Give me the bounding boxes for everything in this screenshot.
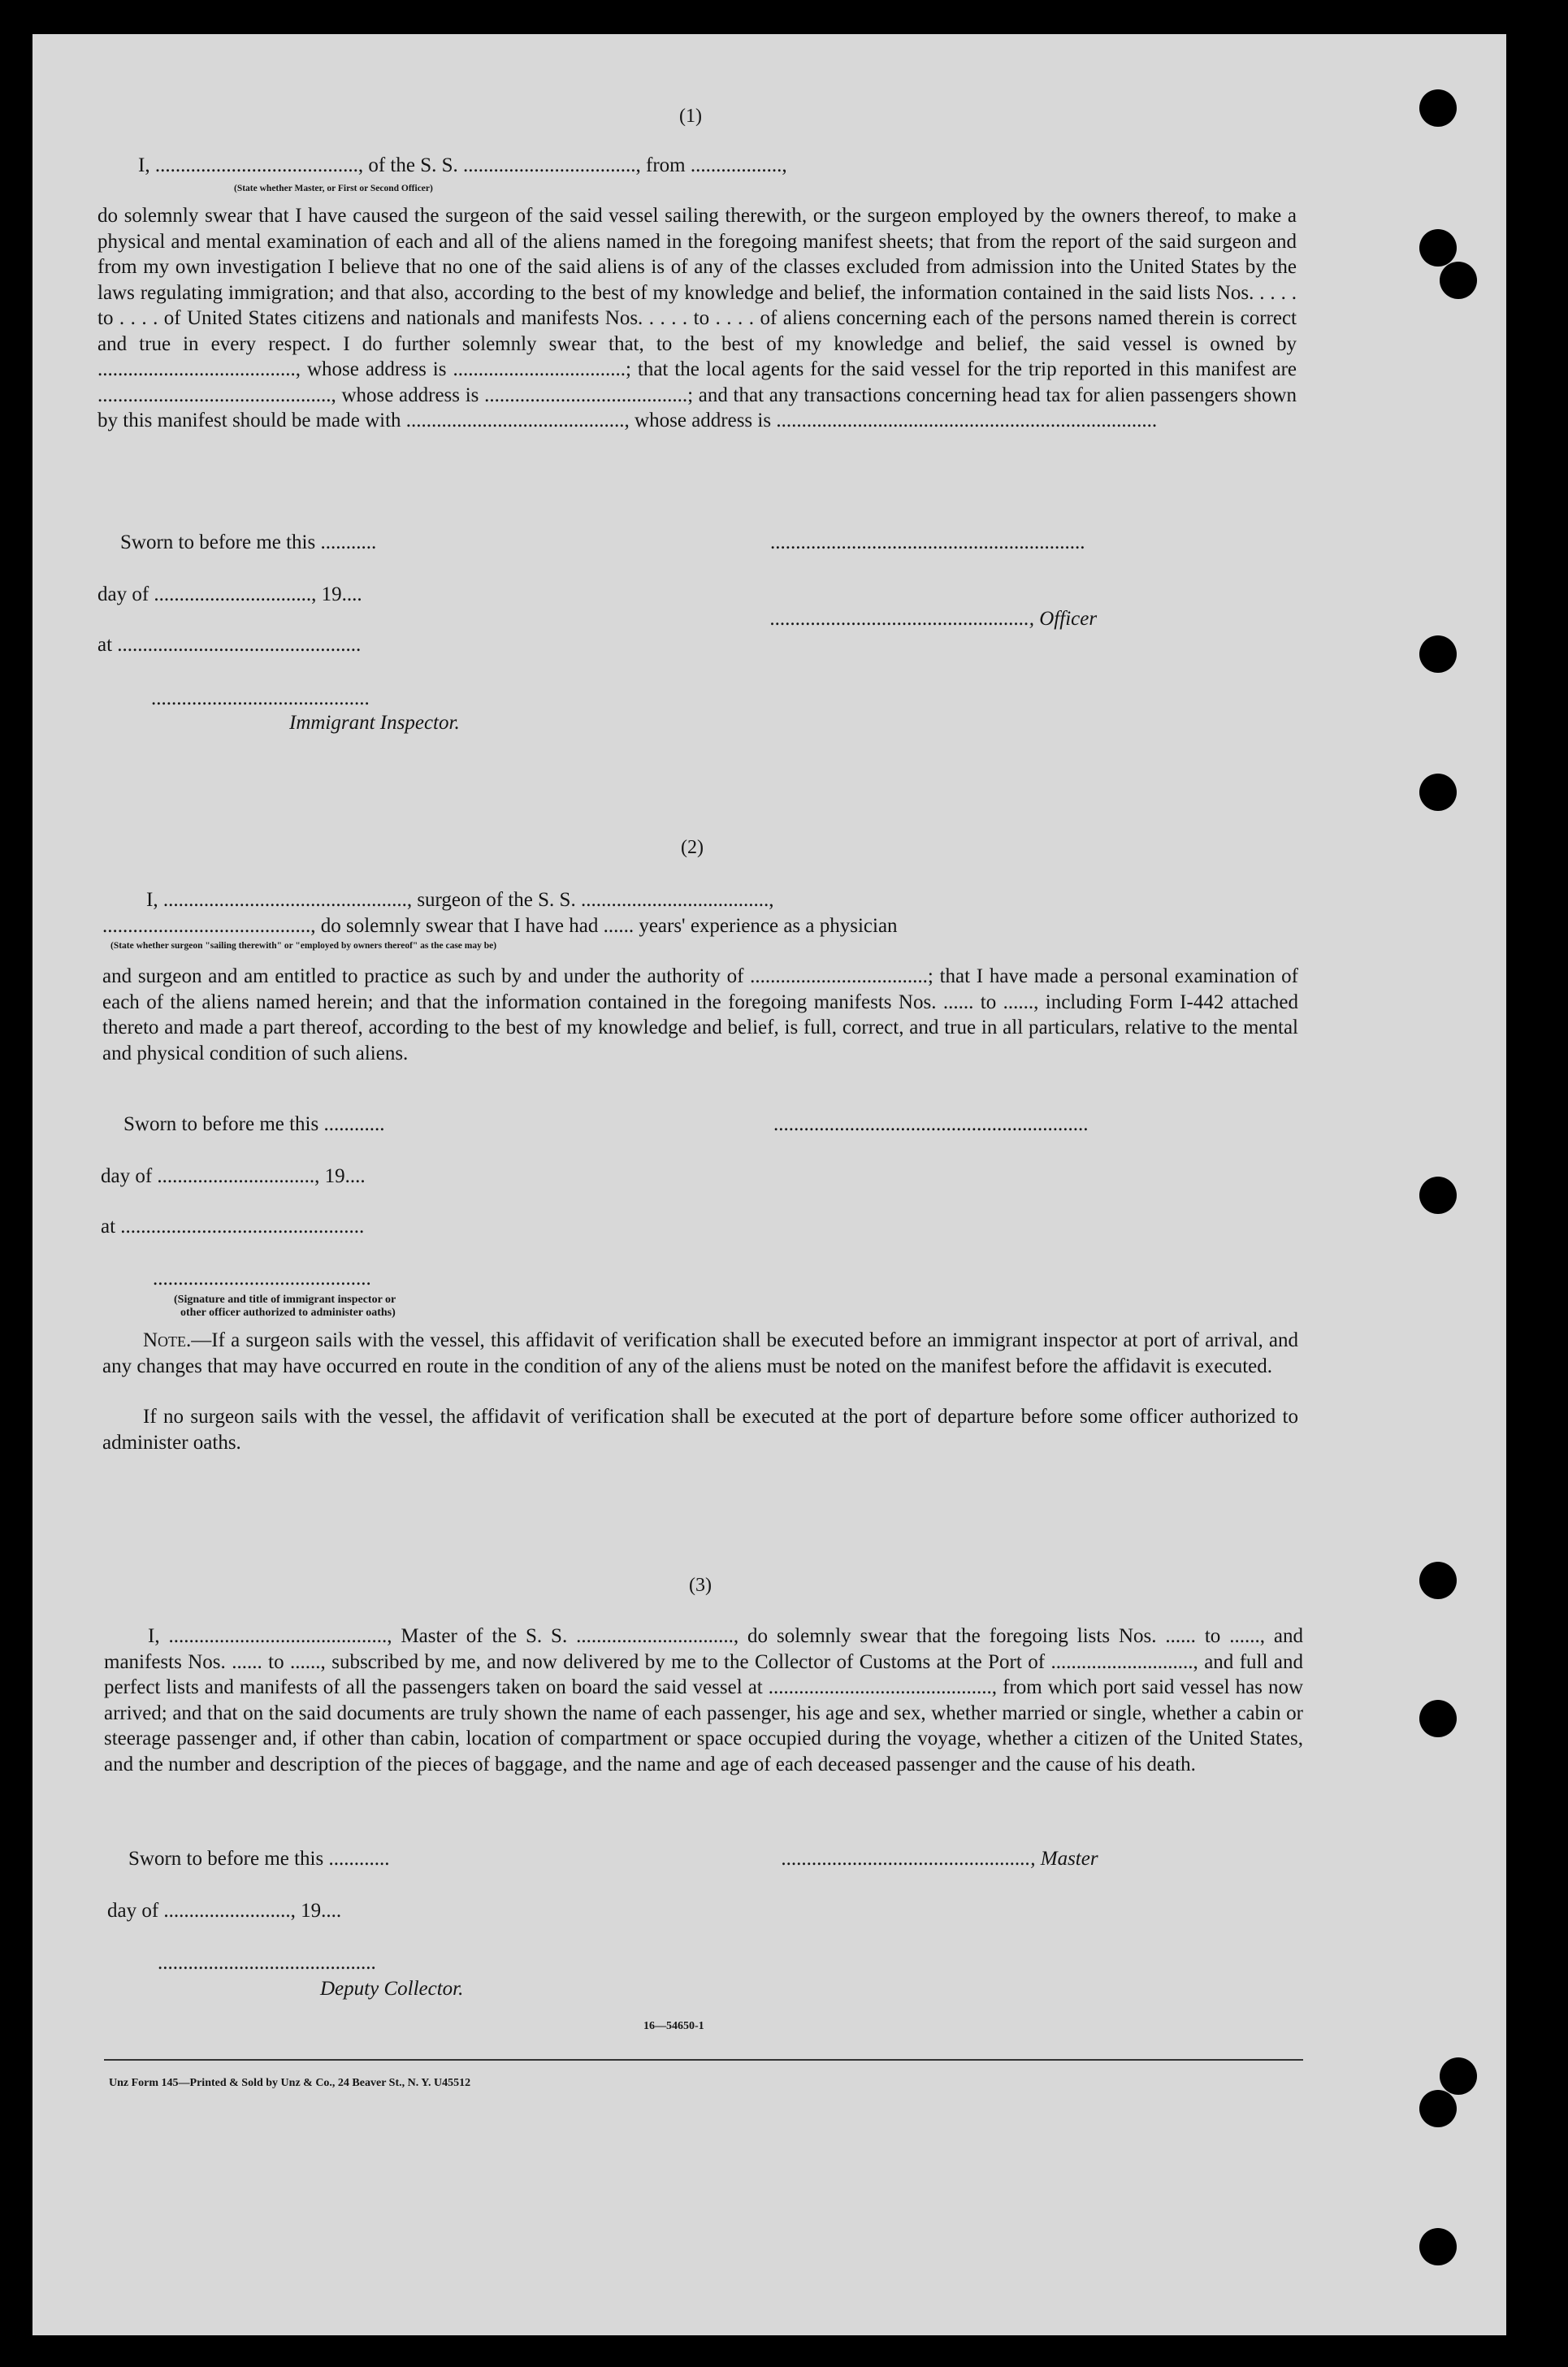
signature-line: .............................................................. — [773, 1113, 1089, 1135]
master-signature-line: ................................................., Master — [782, 1848, 1098, 1870]
day-line: day of ..............................., 19.... — [101, 1165, 366, 1187]
note-label: Note. — [143, 1329, 192, 1351]
inspector-signature-line: ........................................... — [151, 687, 370, 709]
form-code: 16—54650-1 — [643, 2020, 704, 2032]
punch-hole — [1440, 2057, 1477, 2095]
section-number: (1) — [679, 106, 702, 127]
sworn-line: Sworn to before me this ............ — [123, 1113, 385, 1135]
day-line: day of ..............................., 19.... — [97, 583, 362, 605]
note-second-text: If no surgeon sails with the vessel, the affidavit of verification shall be executed at the port of departure before some officer authorized to administer oaths. — [102, 1406, 1298, 1454]
form-page — [32, 34, 1506, 2335]
punch-hole — [1419, 1700, 1457, 1737]
punch-hole — [1419, 774, 1457, 811]
deputy-collector-label: Deputy Collector. — [320, 1978, 464, 2000]
day-line: day of ........................., 19.... — [107, 1900, 342, 1922]
sworn-line: Sworn to before me this ............ — [128, 1848, 390, 1870]
deputy-signature-line: ........................................... — [158, 1952, 376, 1974]
punch-hole — [1419, 2090, 1457, 2127]
master-affidavit-text: do solemnly swear that I have caused the surgeon of the said vessel sailing therewith, or the surgeon employed by the owners thereof, to make a physical and mental examination of each and all of the aliens named in the foregoing manifest sheets; that from the report of the said surgeon and from my own investigation I believe that no one of the said aliens is of any of the classes excluded from admission into the United States by the laws regulating immigration; and that also, according to the best of my knowledge and belief, the information contained in the said lists Nos. . . . . to . . . . of United States citizens and nationals and manifests Nos. . . . . to . . . . of aliens concerning each of the persons named therein is correct and true in every respect. I do further solemnly swear that, to the best of my knowledge and belief, the said vessel is owned by ......................................., whose address is ..................................; that the local agents for the said vessel for the trip reported in this manifest are .............................................., whose address is ........................................; and that any transactions concerning head tax for alien passengers shown by this manifest should be made with ..........................................., whose address is ........................................................................... — [97, 205, 1297, 431]
signature-caption: (Signature and title of immigrant inspector or — [174, 1294, 396, 1306]
surgeon-experience-line: ........................................., do solemnly swear that I have had ...... years' experience as a physician — [102, 915, 898, 937]
surgeon-opening-line: I, ................................................, surgeon of the S. S. ....................................., — [146, 889, 774, 911]
at-line: at ................................................ — [101, 1216, 365, 1238]
note-text — [102, 1328, 1298, 1379]
punch-hole — [1419, 89, 1457, 127]
officer-line: ..................................................., Officer — [770, 608, 1098, 630]
affidavit-opening-line: I, ........................................, of the S. S. .................................., from .................., — [138, 154, 787, 176]
signature-line: .............................................................. — [770, 531, 1085, 553]
officer-caption: (State whether Master, or First or Second Officer) — [234, 184, 433, 193]
immigrant-inspector-label: Immigrant Inspector. — [289, 712, 460, 734]
punch-hole — [1440, 262, 1477, 299]
surgeon-affidavit-text: and surgeon and am entitled to practice as such by and under the authority of ...................................; that I have made a personal examination of each of the aliens named herein; and that the information contained in the foregoing manifests Nos. ...... to ......, including Form I-442 attached thereto and made a part thereof, according to the best of my knowledge and belief, is full, correct, and true in all particulars, relative to the mental and physical condition of such aliens. — [102, 965, 1298, 1064]
punch-hole — [1419, 635, 1457, 673]
note-body: —If a surgeon sails with the vessel, this affidavit of verification shall be executed before an immigrant inspector at port of arrival, and any changes that may have occurred en route in the condition of any of the aliens must be noted on the manifest before the affidavit is executed. — [102, 1329, 1298, 1377]
sworn-line: Sworn to before me this ........... — [120, 531, 377, 553]
at-line: at ................................................ — [97, 634, 362, 656]
collector-affidavit-text: I, ..........................................., Master of the S. S. ..............................., do solemnly swear that the foregoing lists Nos. ...... to ......, and manifests Nos. ...... to ......, subscribed by me, and now delivered by me to the Collector of Customs at the Port of ............................, and full and perfect lists and manifests of all the passengers taken on board the said vessel at ............................................, from which port said vessel has now arrived; and that on the said documents are truly shown the name of each passenger, his age and sex, whether married or single, whether a cabin or steerage passenger and, if other than cabin, location of compartment or space occupied during the voyage, whether a citizen of the United States, and the number and description of the pieces of baggage, and the name and age of each deceased passenger and the cause of his death. — [104, 1625, 1303, 1775]
punch-hole — [1419, 229, 1457, 267]
punch-hole — [1419, 2228, 1457, 2265]
section-number: (2) — [681, 837, 704, 858]
signature-caption: other officer authorized to administer oaths) — [180, 1307, 396, 1319]
printer-footer: Unz Form 145—Printed & Sold by Unz & Co., 24 Beaver St., N. Y. U45512 — [109, 2077, 471, 2089]
inspector-signature-line: ........................................... — [153, 1268, 371, 1290]
punch-hole — [1419, 1177, 1457, 1214]
surgeon-caption: (State whether surgeon "sailing therewith" or "employed by owners thereof" as the case may be) — [110, 941, 497, 951]
footer-rule — [104, 2059, 1303, 2061]
punch-hole — [1419, 1562, 1457, 1599]
section-number: (3) — [689, 1575, 712, 1596]
